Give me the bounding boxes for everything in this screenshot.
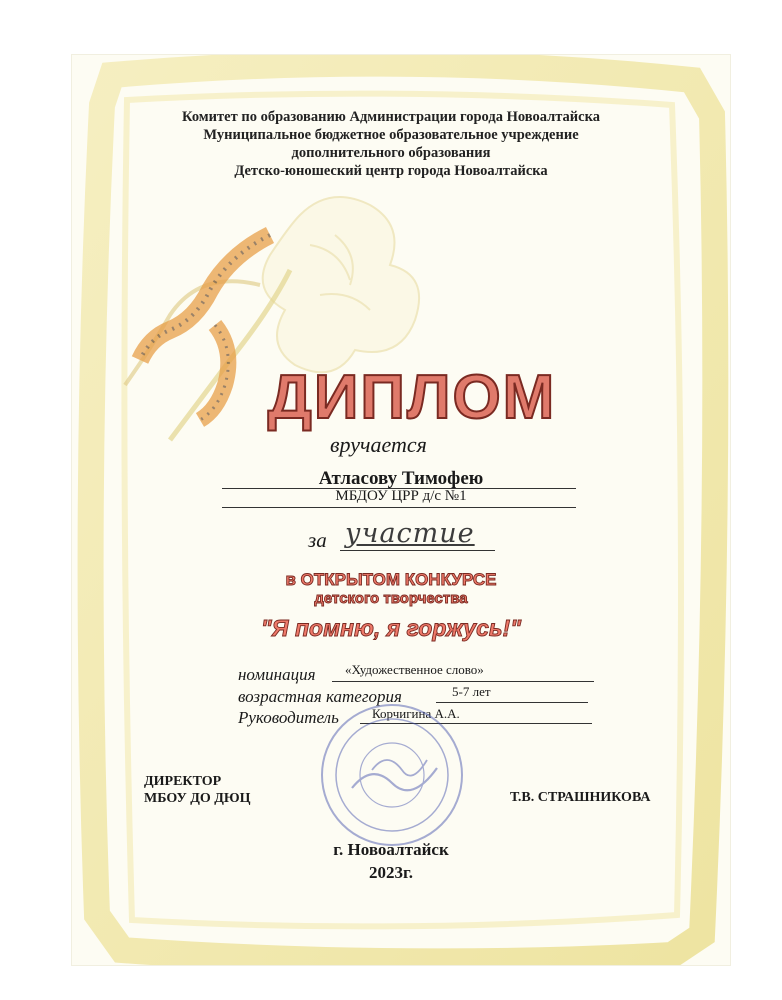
recipient-organization: МБДОУ ЦРР д/с №1 — [335, 488, 467, 504]
organization-underline — [222, 507, 576, 508]
leader-value: Корчигина А.А. — [372, 706, 460, 721]
nomination-underline — [332, 681, 594, 682]
header-line-1: Комитет по образованию Администрации города Новоалтайска — [182, 109, 600, 125]
header-line-3: дополнительного образования — [291, 145, 491, 161]
issuer-header — [0, 108, 782, 180]
contest-name: "Я помню, я горжусь!" — [260, 615, 522, 641]
header-line-2: Муниципальное бюджетное образовательное учреждение — [203, 127, 579, 143]
for-underline — [340, 550, 495, 551]
diploma-title: ДИПЛОМ — [267, 363, 557, 432]
official-stamp — [312, 700, 472, 850]
director-line-2: МБОУ ДО ДЮЦ — [144, 791, 251, 806]
director-line-1: ДИРЕКТОР — [144, 774, 222, 789]
age-category-value: 5-7 лет — [452, 684, 491, 699]
leader-label: Руководитель — [238, 708, 339, 727]
recipient-name: Атласову Тимофею — [318, 468, 484, 489]
age-category-label: возрастная категория — [238, 687, 402, 706]
city: г. Новоалтайск — [333, 840, 449, 859]
for-label: за — [308, 528, 327, 552]
contest-line-2: детского творчества — [314, 590, 468, 607]
header-line-4: Детско-юношеский центр города Новоалтайска — [234, 163, 548, 179]
nomination-label: номинация — [238, 665, 316, 684]
awarded-text: вручается — [330, 432, 427, 457]
nomination-value: «Художественное слово» — [345, 662, 484, 677]
year: 2023г. — [368, 863, 414, 882]
director-name: Т.В. СТРАШНИКОВА — [510, 790, 651, 805]
director-title — [144, 773, 251, 807]
contest-line-1: в ОТКРЫТОМ КОНКУРСЕ — [285, 570, 497, 589]
for-value-handwritten: участие — [345, 518, 475, 549]
